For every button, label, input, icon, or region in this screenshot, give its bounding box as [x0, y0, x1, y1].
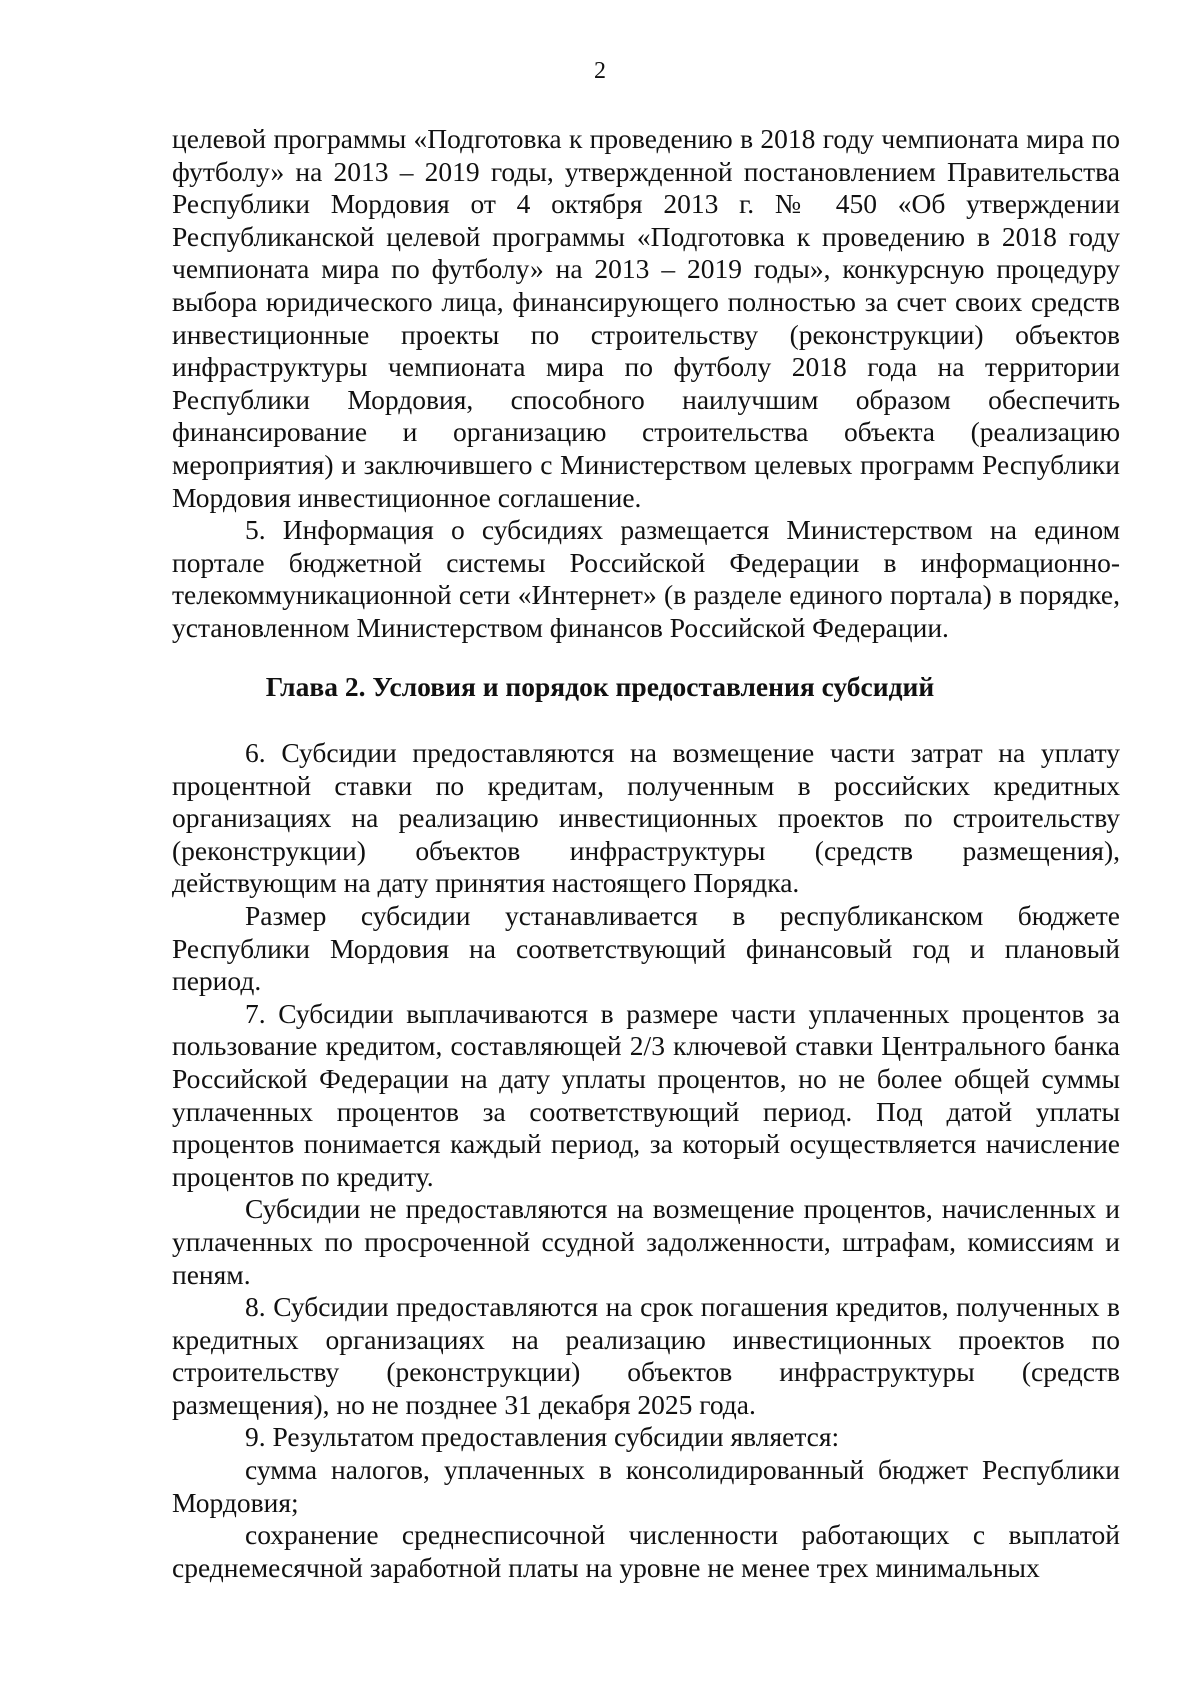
paragraph-6: 6. Субсидии предоставляются на возмещение части затрат на уплату процентной ставки по кредитам, полученным в российских кредитных организациях на реализацию инвестиционных проектов по строительству (реконструкции) объектов инфраструктуры (средств размещения), действующим на дату принятия настоящего Порядка.: [172, 737, 1120, 899]
paragraph-5: 5. Информация о субсидиях размещается Министерством на едином портале бюджетной системы Российской Федерации в информационно-телекоммуникационной сети «Интернет» (в разделе единого портала) в порядке, установленном Министерством финансов Российской Федерации.: [172, 514, 1120, 643]
paragraph-8: 8. Субсидии предоставляются на срок погашения кредитов, полученных в кредитных организациях на реализацию инвестиционных проектов по строительству (реконструкции) объектов инфраструктуры (средств размещения), но не позднее 31 декабря 2025 года.: [172, 1291, 1120, 1420]
intro-paragraph: целевой программы «Подготовка к проведению в 2018 году чемпионата мира по футболу» на 2013 – 2019 годы, утвержденной постановлением Правительства Республики Мордовия от 4 октября 2013 г. № 450 «Об утверждении Республиканской целевой программы «Подготовка к проведению в 2018 году чемпионата мира по футболу» на 2013 – 2019 годы», конкурсную процедуру выбора юридического лица, финансирующего полностью за счет своих средств инвестиционные проекты по строительству (реконструкции) объектов инфраструктуры чемпионата мира по футболу 2018 года на территории Республики Мордовия, способного наилучшим образом обеспечить финансирование и организацию строительства объекта (реализацию мероприятия) и заключившего с Министерством целевых программ Республики Мордовия инвестиционное соглашение.: [172, 123, 1120, 513]
paragraph-7-exclusions: Субсидии не предоставляются на возмещение процентов, начисленных и уплаченных по просроченной ссудной задолженности, штрафам, комиссиям и пеням.: [172, 1193, 1120, 1290]
paragraph-9: 9. Результатом предоставления субсидии является:: [245, 1421, 840, 1453]
paragraph-7: 7. Субсидии выплачиваются в размере части уплаченных процентов за пользование кредитом, составляющей 2/3 ключевой ставки Центрального банка Российской Федерации на дату уплаты процентов, но не более общей суммы уплаченных процентов за соответствующий период. Под датой уплаты процентов понимается каждый период, за который осуществляется начисление процентов по кредиту.: [172, 997, 1120, 1192]
chapter-heading: Глава 2. Условия и порядок предоставления субсидий: [265, 671, 935, 702]
text-section-upper: [172, 123, 1120, 645]
paragraph-9-item-1: сумма налогов, уплаченных в консолидированный бюджет Республики Мордовия;: [172, 1454, 1120, 1518]
paragraph-6-size: Размер субсидии устанавливается в республиканском бюджете Республики Мордовия на соответствующий финансовый год и плановый период.: [172, 899, 1120, 997]
paragraph-9-item-2: сохранение среднесписочной численности работающих с выплатой среднемесячной заработной платы на уровне не менее трех минимальных: [172, 1519, 1120, 1583]
text-section-lower: [172, 737, 1120, 1584]
page-number: 2: [594, 58, 606, 84]
